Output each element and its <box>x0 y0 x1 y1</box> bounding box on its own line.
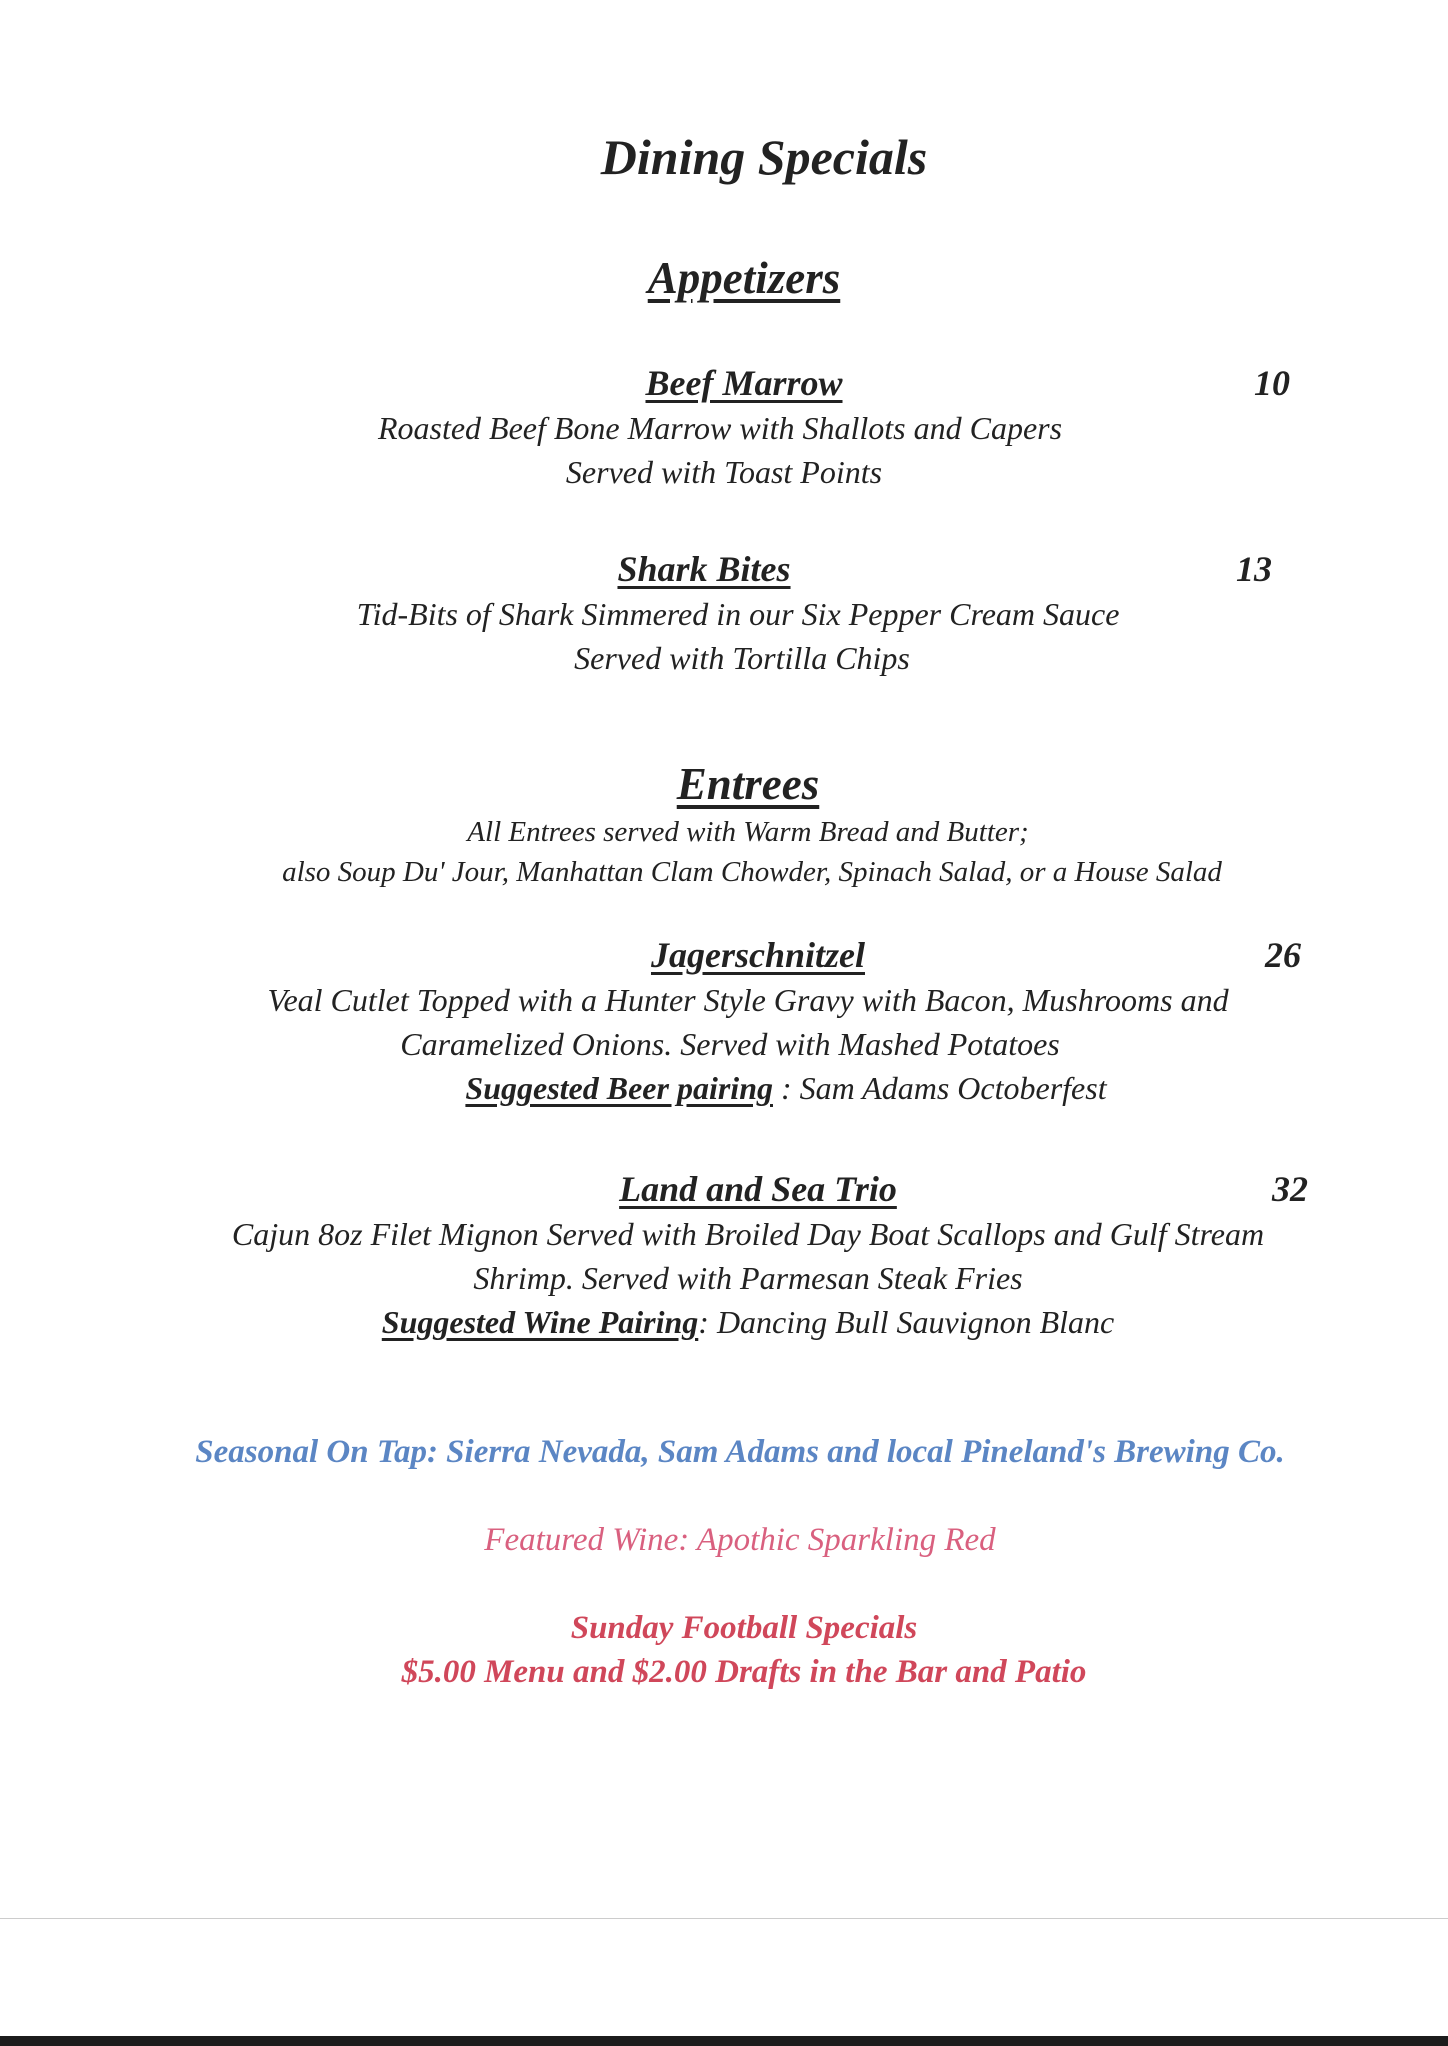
pairing-line <box>62 1070 1448 1107</box>
pairing-line <box>24 1304 1448 1341</box>
dish-description-line: Cajun 8oz Filet Mignon Served with Broiled Day Boat Scallops and Gulf Stream <box>231 1216 1265 1252</box>
beer-pairing-label: Suggested Beer pairing <box>465 1070 773 1106</box>
appetizers-heading: Appetizers <box>647 253 841 303</box>
dish-price-land-and-sea-trio: 32 <box>1272 1169 1308 1209</box>
dish-description-line: Shrimp. Served with Parmesan Steak Fries <box>473 1260 1023 1296</box>
football-specials-detail: $5.00 Menu and $2.00 Drafts in the Bar and Patio <box>401 1654 1087 1690</box>
football-specials-title: Sunday Football Specials <box>570 1610 918 1646</box>
dish-name-jagerschnitzel: Jagerschnitzel <box>650 935 865 975</box>
dish-price-shark-bites: 13 <box>1236 549 1272 589</box>
dish-price-beef-marrow: 10 <box>1254 363 1290 403</box>
page-title: Dining Specials <box>600 129 928 185</box>
scan-edge <box>0 2036 1448 2046</box>
wine-pairing-label: Suggested Wine Pairing <box>381 1304 699 1340</box>
dish-name-land-and-sea-trio: Land and Sea Trio <box>619 1169 897 1209</box>
wine-pairing-value: : Dancing Bull Sauvignon Blanc <box>698 1304 1115 1340</box>
beer-pairing-value: : Sam Adams Octoberfest <box>772 1070 1107 1106</box>
dish-name-beef-marrow: Beef Marrow <box>645 363 843 403</box>
dish-description-line: Served with Tortilla Chips <box>574 640 910 676</box>
entrees-heading: Entrees <box>676 759 820 809</box>
entrees-note: All Entrees served with Warm Bread and Butter; <box>467 816 1029 848</box>
scan-fold-line <box>0 1918 1448 1919</box>
dish-name-shark-bites: Shark Bites <box>617 549 791 589</box>
dish-description-line: Tid-Bits of Shark Simmered in our Six Pepper Cream Sauce <box>356 596 1120 632</box>
dish-description-line: Veal Cutlet Topped with a Hunter Style Gravy with Bacon, Mushrooms and <box>267 982 1229 1018</box>
featured-wine: Featured Wine: Apothic Sparkling Red <box>484 1522 996 1558</box>
dish-description-line: Roasted Beef Bone Marrow with Shallots and Capers <box>377 410 1063 446</box>
dish-price-jagerschnitzel: 26 <box>1265 935 1301 975</box>
entrees-note: also Soup Du' Jour, Manhattan Clam Chowder, Spinach Salad, or a House Salad <box>282 856 1222 888</box>
dish-description-line: Served with Toast Points <box>565 454 883 490</box>
seasonal-on-tap: Seasonal On Tap: Sierra Nevada, Sam Adams and local Pineland's Brewing Co. <box>195 1434 1285 1470</box>
dish-description-line: Caramelized Onions. Served with Mashed Potatoes <box>400 1026 1060 1062</box>
